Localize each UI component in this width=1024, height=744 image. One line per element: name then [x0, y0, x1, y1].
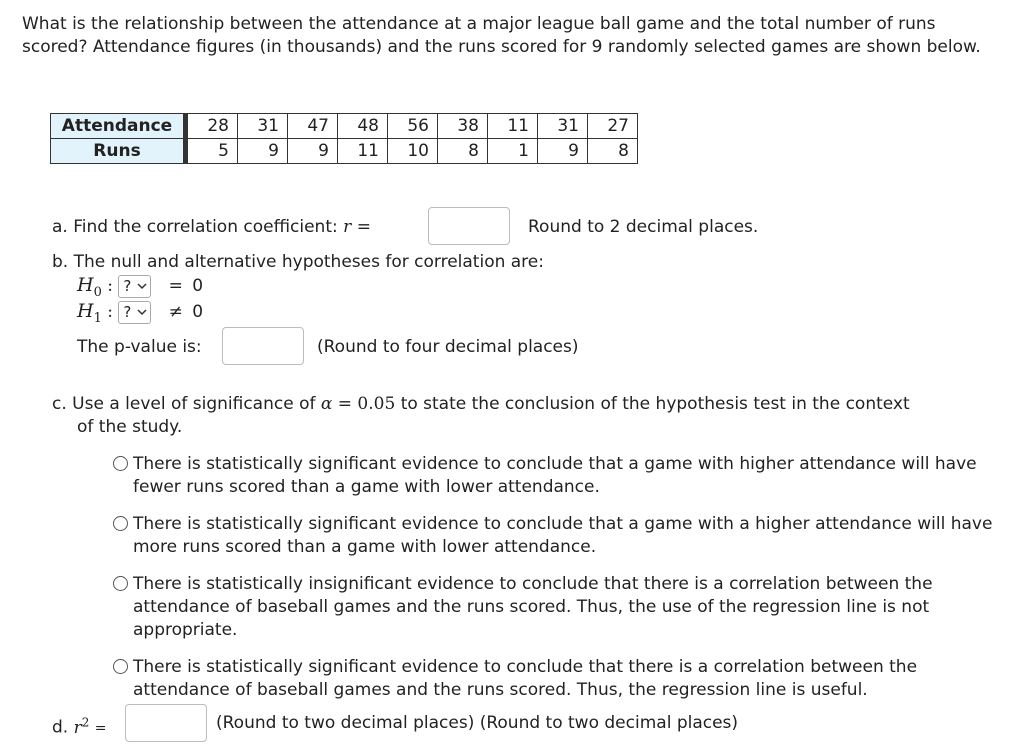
pvalue-label: The p-value is: [77, 337, 202, 357]
alpha-symbol: α [320, 394, 333, 414]
table-cell: 56 [388, 114, 438, 139]
table-cell: 38 [438, 114, 488, 139]
table-cell: 31 [538, 114, 588, 139]
equals-sign: = [337, 394, 353, 414]
r-symbol: r [343, 217, 352, 237]
pvalue-input[interactable] [222, 327, 304, 365]
r-squared-input[interactable] [125, 704, 207, 742]
part-c-line1 [52, 393, 910, 416]
h0-parameter-select[interactable]: ? [118, 275, 151, 298]
part-a-note: Round to 2 decimal places. [528, 217, 759, 237]
data-table [50, 113, 638, 164]
chevron-down-icon [136, 280, 148, 292]
chevron-down-icon [136, 306, 148, 318]
radio-button[interactable] [113, 576, 128, 591]
radio-button[interactable] [113, 659, 128, 674]
table-cell: 9 [538, 139, 588, 164]
table-cell: 9 [238, 139, 288, 164]
part-a-label [52, 216, 371, 238]
part-a-prefix: a. Find the correlation coefficient: [52, 217, 338, 237]
option-text: There is statistically significant evidence to conclude that there is a correlation between the attendance of baseball games and the runs scored. Thus, the regression line is useful. [133, 657, 918, 700]
table-cell: 28 [186, 114, 238, 139]
part-d-prefix: d. [52, 717, 69, 738]
table-cell: 31 [238, 114, 288, 139]
option-insignificant[interactable] [113, 573, 993, 642]
h1-value: 0 [192, 302, 204, 322]
h1-row [77, 300, 203, 330]
radio-button[interactable] [113, 456, 128, 471]
option-text: There is statistically insignificant evidence to conclude that there is a correlation between the attendance of baseball games and the runs scored. Thus, the use of the regression line is not appropriate. [133, 574, 933, 640]
table-cell: 48 [338, 114, 388, 139]
row-header-runs: Runs [51, 139, 186, 164]
option-significant-correlation[interactable] [113, 656, 993, 702]
h0-symbol: $H_0$ [77, 274, 102, 300]
equals-sign: = [94, 720, 107, 737]
colon: : [107, 276, 113, 296]
alpha-value: 0.05 [357, 394, 396, 414]
table-cell: 8 [438, 139, 488, 164]
table-cell: 47 [288, 114, 338, 139]
h0-value: 0 [192, 276, 204, 296]
row-header-attendance: Attendance [51, 114, 186, 139]
table-row [51, 139, 638, 164]
option-text: There is statistically significant evidence to conclude that a game with a higher attendance will have more runs scored than a game with lower attendance. [133, 514, 993, 557]
r-squared-symbol: $r^2$ [73, 715, 90, 738]
h1-symbol: $H_1$ [77, 300, 102, 326]
table-cell: 5 [186, 139, 238, 164]
part-c-text: c. Use a level of significance of [52, 394, 316, 414]
table-cell: 10 [388, 139, 438, 164]
table-cell: 1 [488, 139, 538, 164]
pvalue-note: (Round to four decimal places) [317, 337, 579, 357]
table-cell: 9 [288, 139, 338, 164]
equals-sign: = [356, 217, 371, 237]
h1-parameter-select[interactable]: ? [118, 301, 151, 324]
table-cell: 11 [338, 139, 388, 164]
option-text: There is statistically significant evidence to conclude that a game with higher attendance will have fewer runs scored than a game with lower attendance. [133, 454, 977, 497]
option-more-runs[interactable] [113, 513, 993, 559]
h0-relation: = [168, 276, 183, 296]
correlation-input[interactable] [428, 207, 510, 245]
table-cell: 27 [588, 114, 638, 139]
part-d-label [52, 710, 107, 741]
colon: : [107, 302, 113, 322]
table-cell: 8 [588, 139, 638, 164]
h1-relation: ≠ [168, 302, 183, 322]
question-prompt: What is the relationship between the attendance at a major league ball game and the total number of runs scored? Attendance figures (in thousands) and the runs scored for 9 randomly selected games are shown below. [22, 14, 981, 57]
part-c-text: to state the conclusion of the hypothesis test in the context [400, 394, 910, 414]
radio-button[interactable] [113, 516, 128, 531]
part-b-intro: b. The null and alternative hypotheses for correlation are: [52, 252, 544, 272]
option-fewer-runs[interactable] [113, 453, 993, 499]
table-row [51, 114, 638, 139]
part-d-note: (Round to two decimal places) (Round to two decimal places) [216, 713, 739, 733]
part-c-line2: of the study. [77, 417, 183, 437]
table-cell: 11 [488, 114, 538, 139]
